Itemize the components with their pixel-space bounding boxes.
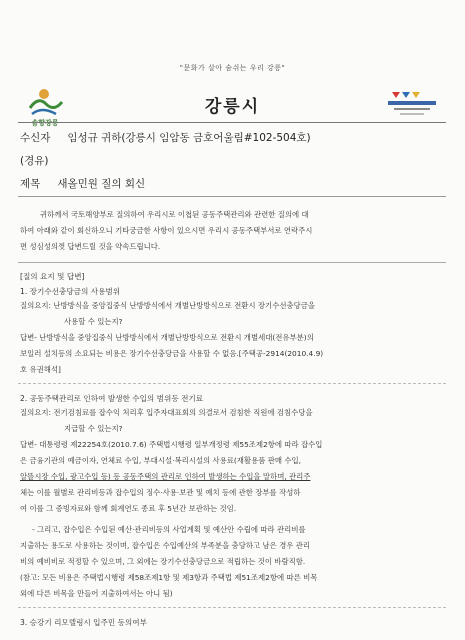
recipient-value: 임성규 귀하(강릉시 임암동 금호어울림#102-504호) — [67, 132, 311, 144]
subject-row — [20, 176, 145, 191]
subject-divider — [18, 196, 446, 197]
intro-line: 귀하께서 국토해양부로 질의하여 우리시로 이첩된 공동주택관리와 관련한 질의에 대 — [40, 210, 309, 219]
slogan: "문화가 살아 숨쉬는 우리 강릉" — [179, 64, 286, 72]
q1-line: 사용할 수 있는지? — [64, 317, 123, 326]
q2-line: 체는 이를 월별로 관리비등과 잡수입의 징수·사용·보관 및 예치 등에 관한 장부를 작성하 — [20, 488, 301, 497]
q2-line: 알뜰시장 수입, 광고수입 등) 등 공동주택의 관리로 인하여 발생하는 수입을 말하며, 관리주 — [20, 472, 311, 481]
q1-line: 호 유권해석] — [20, 365, 61, 374]
q1-line: 보일러 설치등의 소요되는 비용은 장기수선충당금을 사용할 수 없음.[주택공-2914(2010.4.9) — [20, 349, 324, 358]
q2-line: 비의 예비비로 적정할 수 있으며, 그 외에는 장기수선충당금으로 적립하는 것이 바람직함. — [20, 557, 306, 566]
q1-title: 1. 장기수선충당금의 사용범위 — [20, 287, 121, 296]
q2-line: 지급할 수 있는지? — [64, 424, 123, 433]
recipient-label: 수신자 — [20, 132, 51, 144]
q1-line: 답변- 난방방식을 중앙집중식 난방방식에서 개별난방방식으로 전환시 개별세대(전유부분)의 — [20, 333, 314, 342]
q2-line: 여 이를 그 증빙자료와 함께 회계연도 종료 후 5년간 보관하는 것임. — [20, 504, 237, 513]
q3-title: 3. 승강기 리모델링시 입주민 동의여부 — [20, 618, 147, 627]
q2-line: 지출하는 용도로 사용하는 것이며, 잡수입은 수입예산의 부족분을 충당하고 남은 경우 관리 — [20, 541, 311, 550]
via-row — [20, 153, 48, 168]
q1-line: 질의요지: 난방방식을 중앙집중식 난방방식에서 개별난방방식으로 전환시 장기수선충당금을 — [20, 301, 316, 310]
q2-line: - 그리고, 잡수입은 수입된 예산·관리비등의 사업계획 및 예산안 수립에 따라 관리비를 — [32, 525, 306, 534]
q2-line: 외에 다른 비목을 만들어 지출하여서는 아니 됨) — [20, 589, 173, 598]
subject-value: 새올민원 질의 회신 — [57, 178, 146, 190]
summary-header: [질의 요지 및 답변] — [20, 272, 85, 281]
page-title: 강릉시 — [204, 97, 261, 117]
via-value: (경유) — [20, 155, 49, 167]
summary-divider — [18, 262, 446, 263]
city-logo-text: 솔향강릉 — [31, 119, 59, 127]
q2-title: 2. 공동주택관리로 인하여 발생한 수입의 범위등 전기료 — [20, 394, 204, 403]
q2-line: 은 금융기관의 예금이자, 연체료 수입, 부대시설·복리시설의 사용료(재활용품 판매 수입, — [20, 456, 301, 465]
q2-line: (참고: 모든 비용은 주택법시행령 제58조제1항 및 제3항과 주택법 제51조제2항에 따른 비목 — [20, 573, 318, 582]
intro-line: 면 성심성의껏 답변드릴 것을 약속드립니다. — [20, 242, 161, 251]
event-logo-icon — [386, 88, 438, 122]
intro-line: 하여 아래와 같이 회신하오니 기타궁금한 사항이 있으시면 우리시 공동주택부서로 연락주시 — [20, 226, 313, 235]
q2-line: 답변- 대통령령 제22254호(2010.7.6) 주택법시행령 일부개정령 제55조제2항에 따라 잡수입 — [20, 440, 323, 449]
section-divider — [18, 383, 446, 384]
subject-label: 제목 — [20, 178, 41, 190]
section-divider — [18, 607, 446, 608]
recipient-row — [20, 130, 311, 145]
header-divider — [18, 122, 446, 123]
q2-line: 질의요지: 전기검침료를 잡수익 처리후 입주자대표회의 의결로서 검침한 직원에 검침수당을 — [20, 408, 313, 417]
